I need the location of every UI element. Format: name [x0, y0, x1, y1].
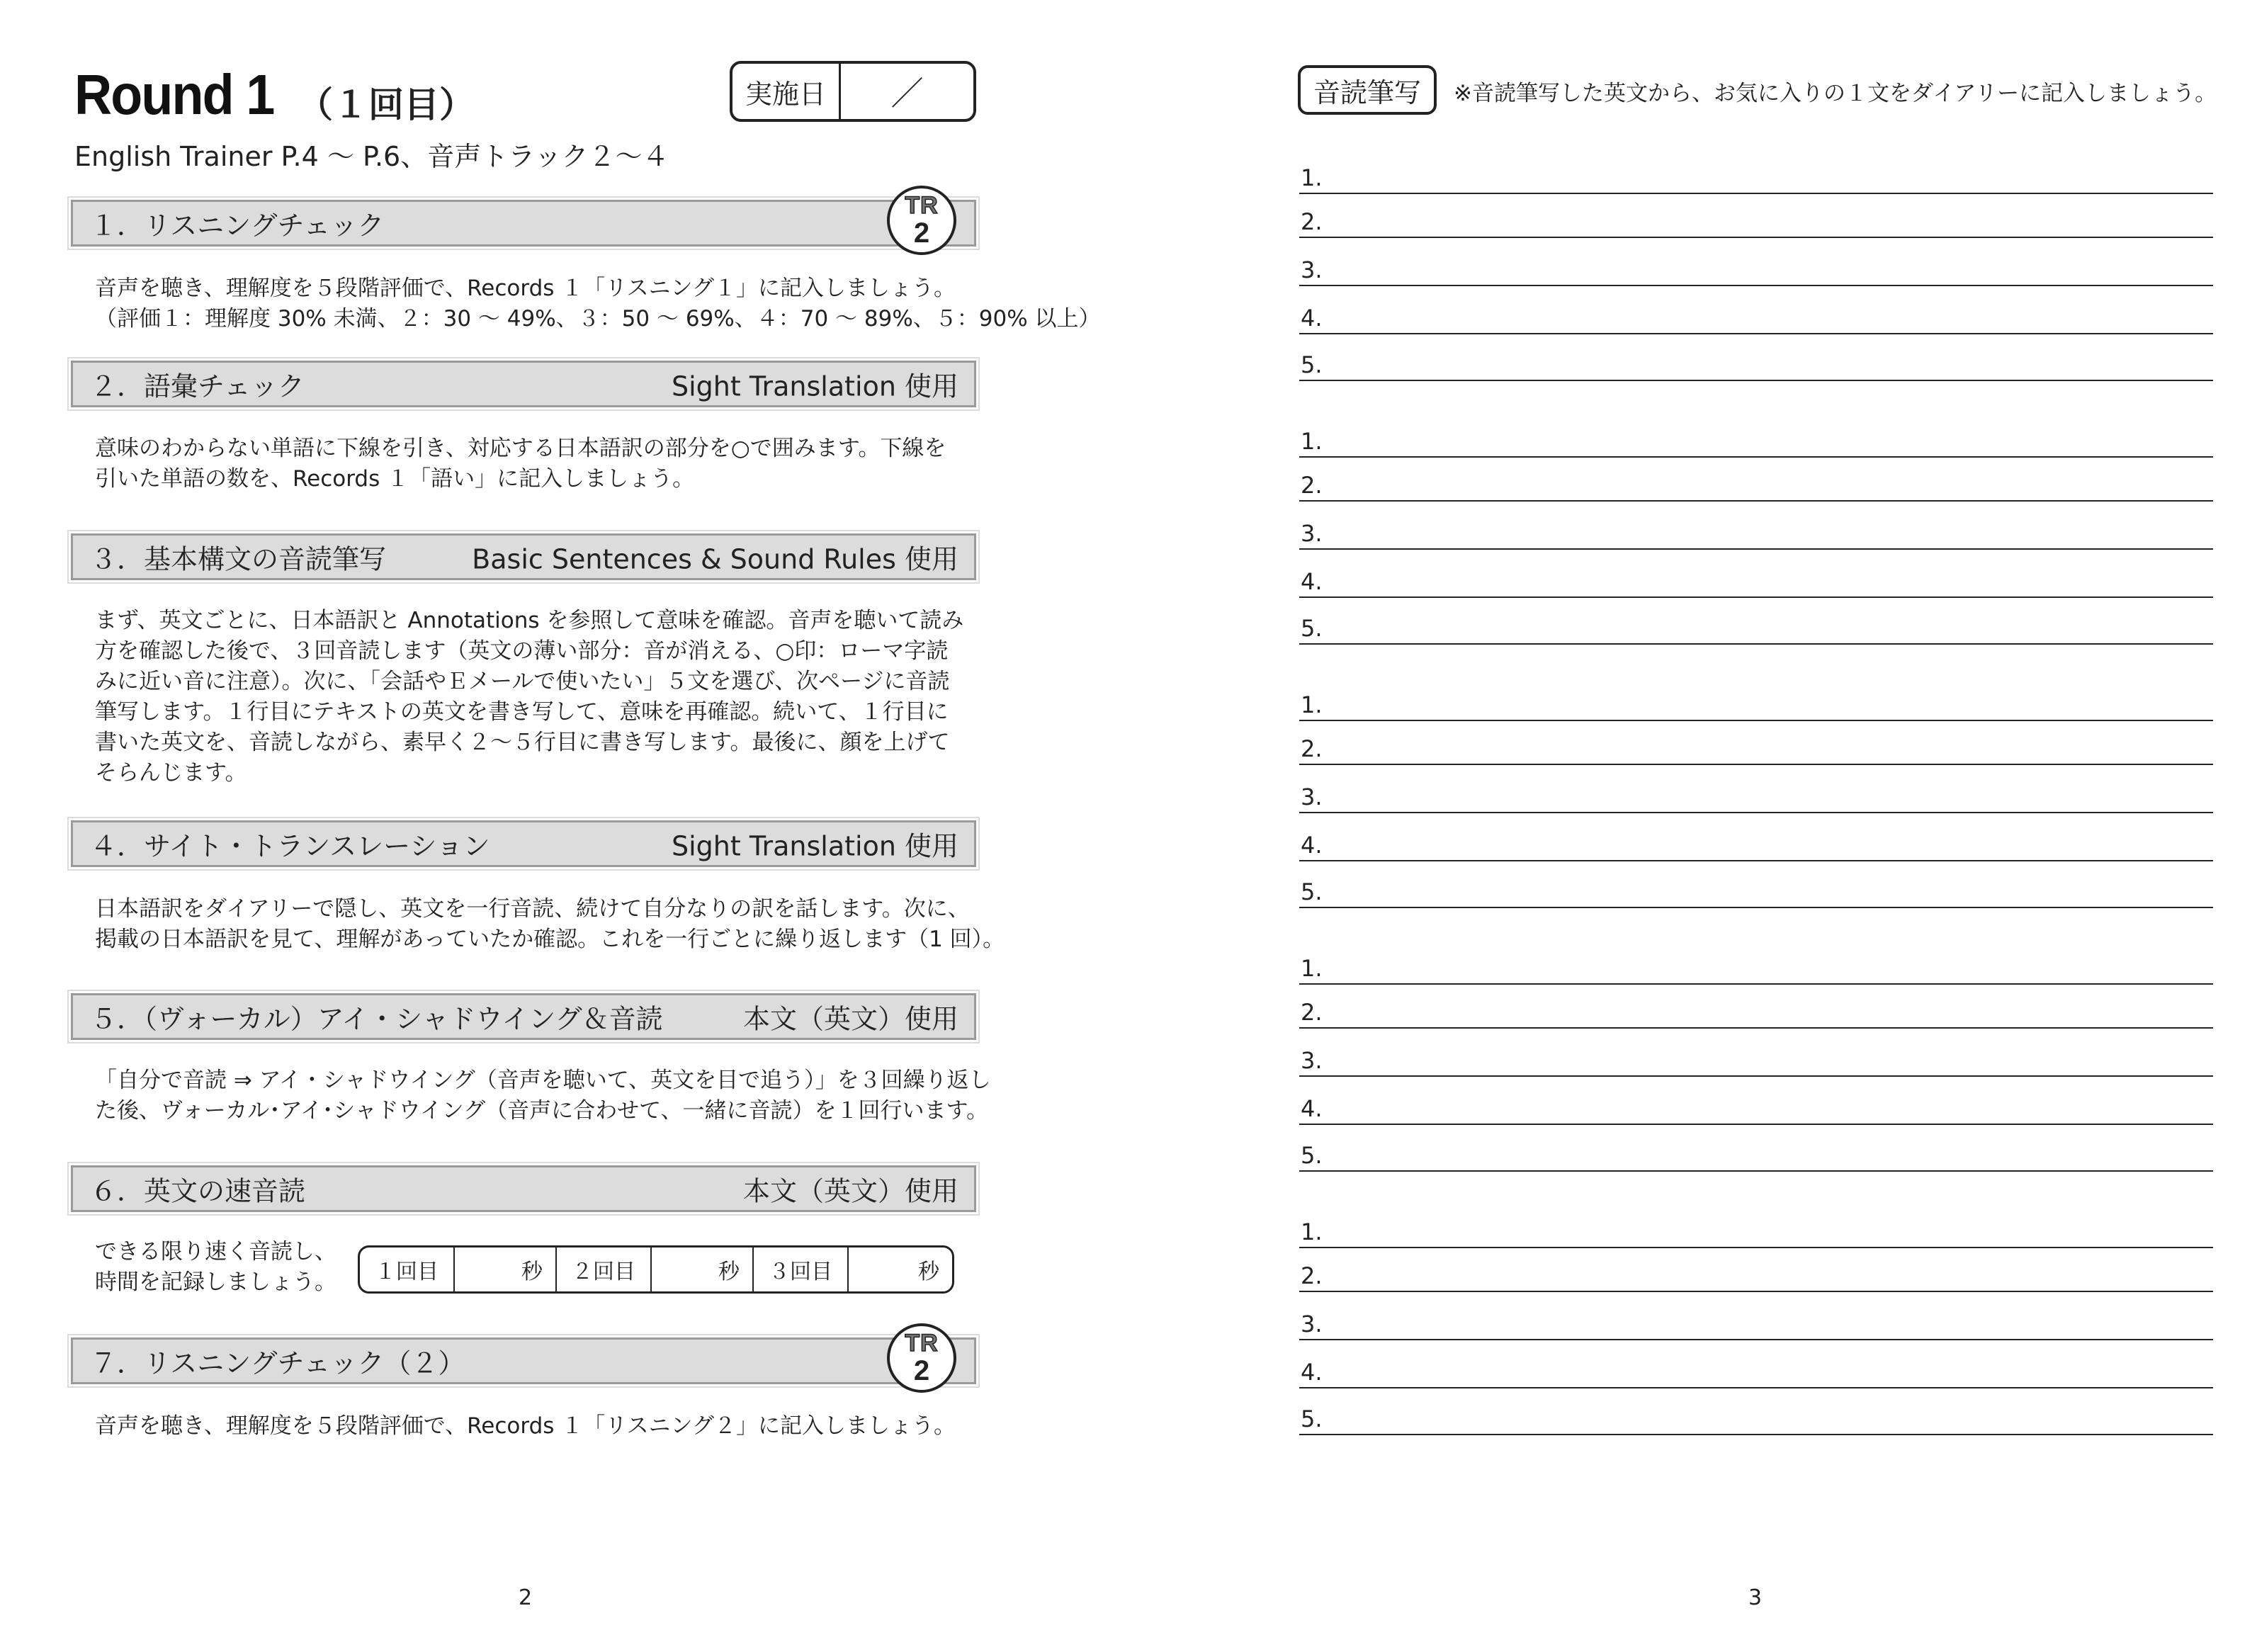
- section-line: 筆写します。１行目にテキストの英文を書き写して、意味を再確認。続いて、１行目に: [95, 699, 949, 725]
- writing-line[interactable]: [1299, 993, 2213, 1029]
- ondoku-note: ※音読筆写した英文から、お気に入りの１文をダイアリーに記入しましょう。: [1454, 81, 2217, 106]
- writing-line[interactable]: [1299, 686, 2213, 721]
- timer-seconds-3[interactable]: 秒: [918, 1260, 939, 1284]
- section-1-title: １．リスニングチェック: [90, 210, 385, 242]
- writing-line[interactable]: [1299, 562, 2213, 598]
- writing-line-number: 5.: [1301, 1142, 1323, 1169]
- writing-line-number: 4.: [1301, 568, 1323, 595]
- section-line: できる限り速く音読し、: [95, 1239, 336, 1265]
- writing-line-number: 2.: [1301, 999, 1323, 1026]
- writing-line[interactable]: [1299, 1353, 2213, 1388]
- section-line: 意味のわからない単語に下線を引き、対応する日本語訳の部分を○で囲みます。下線を: [95, 436, 946, 461]
- section-line: 方を確認した後で、３回音読します（英文の薄い部分：音が消える、○印：ローマ字読: [95, 638, 949, 664]
- writing-line-number: 1.: [1301, 164, 1323, 191]
- page-title: Round 1: [74, 63, 274, 126]
- section-3-material: Basic Sentences & Sound Rules 使用: [472, 543, 958, 575]
- writing-line[interactable]: [1299, 1400, 2213, 1435]
- writing-line-number: 4.: [1301, 1359, 1323, 1386]
- section-7-body: [95, 1411, 966, 1442]
- track-badge-icon: [887, 1323, 956, 1393]
- writing-line[interactable]: [1299, 873, 2213, 908]
- track-badge-number: 2: [913, 217, 930, 249]
- section-1-body: [95, 273, 1101, 334]
- speed-reading-timer: [358, 1245, 954, 1294]
- section-5-body: [95, 1065, 991, 1126]
- section-line: 音声を聴き、理解度を５段階評価で、Records １「リスニング１」に記入しましょう。: [95, 276, 956, 301]
- writing-line[interactable]: [1299, 1136, 2213, 1172]
- section-7-header: [71, 1337, 976, 1384]
- writing-line[interactable]: [1299, 299, 2213, 334]
- date-label: 実施日: [732, 64, 841, 119]
- writing-line[interactable]: [1299, 251, 2213, 286]
- writing-line-number: 3.: [1301, 1311, 1323, 1337]
- section-1-header: [71, 200, 976, 247]
- date-input[interactable]: ／: [890, 74, 924, 113]
- writing-line-number: 5.: [1301, 1405, 1323, 1432]
- writing-line[interactable]: [1299, 609, 2213, 645]
- section-4-header: [71, 820, 976, 867]
- timer-seconds-1[interactable]: 秒: [455, 1248, 557, 1291]
- section-4-material: Sight Translation 使用: [672, 830, 958, 862]
- writing-line-number: 3.: [1301, 783, 1323, 810]
- section-4-body: [95, 894, 1005, 955]
- section-line: 時間を記録しましょう。: [95, 1269, 336, 1295]
- track-badge-label: TR: [905, 192, 939, 219]
- writing-line-number: 4.: [1301, 1095, 1323, 1122]
- writing-line[interactable]: [1299, 466, 2213, 502]
- section-4-title: ４．サイト・トランスレーション: [90, 830, 490, 862]
- writing-line[interactable]: [1299, 1305, 2213, 1340]
- section-5-material: 本文（英文）使用: [742, 1003, 958, 1035]
- writing-line-number: 1.: [1301, 955, 1323, 982]
- writing-line[interactable]: [1299, 422, 2213, 458]
- writing-line-number: 2.: [1301, 735, 1323, 762]
- section-line: 「自分で音読 ⇒ アイ・シャドウイング（音声を聴いて、英文を目で追う）」を３回繰り返し: [95, 1068, 991, 1093]
- writing-line[interactable]: [1299, 730, 2213, 765]
- writing-line-number: 5.: [1301, 878, 1323, 905]
- section-2-header: [71, 361, 976, 407]
- writing-line[interactable]: [1299, 203, 2213, 238]
- writing-line[interactable]: [1299, 346, 2213, 381]
- writing-line[interactable]: [1299, 1213, 2213, 1248]
- section-6-title: ６．英文の速音読: [90, 1175, 306, 1207]
- section-line: 日本語訳をダイアリーで隠し、英文を一行音読、続けて自分なりの訳を話します。次に、: [95, 896, 970, 922]
- section-2-material: Sight Translation 使用: [672, 370, 958, 402]
- section-line: 書いた英文を、音読しながら、素早く２～５行目に書き写します。最後に、顔を上げて: [95, 730, 950, 755]
- section-line: （評価１：理解度 30% 未満、２：30 ～ 49%、３：50 ～ 69%、４：70 ～ 89%、５：90% 以上）: [95, 306, 1101, 332]
- writing-line[interactable]: [1299, 514, 2213, 550]
- section-line: そらんじます。: [95, 760, 247, 786]
- section-line: 掲載の日本語訳を見て、理解があっていたか確認。これを一行ごとに繰り返します（1 回）。: [95, 927, 1005, 952]
- track-badge-label: TR: [905, 1330, 939, 1357]
- writing-line[interactable]: [1299, 1090, 2213, 1125]
- writing-line-number: 3.: [1301, 256, 1323, 283]
- writing-line-number: 1.: [1301, 428, 1323, 455]
- section-3-header: [71, 533, 976, 580]
- writing-line[interactable]: [1299, 778, 2213, 813]
- writing-line-number: 4.: [1301, 832, 1323, 859]
- date-box[interactable]: [730, 61, 976, 122]
- section-2-title: ２．語彙チェック: [90, 370, 305, 402]
- writing-line-number: 3.: [1301, 1047, 1323, 1074]
- writing-line-number: 2.: [1301, 1262, 1323, 1289]
- section-7-title: ７．リスニングチェック（２）: [90, 1347, 465, 1379]
- section-2-body: [95, 434, 966, 494]
- section-line: た後、ヴォーカル･アイ･シャドウイング（音声に合わせて、一緒に音読）を１回行います。: [95, 1098, 989, 1124]
- writing-line[interactable]: [1299, 1041, 2213, 1077]
- writing-line[interactable]: [1299, 826, 2213, 861]
- writing-line-number: 5.: [1301, 351, 1323, 378]
- track-badge-number: 2: [913, 1355, 930, 1386]
- page-number-right: 3: [1748, 1585, 1763, 1610]
- section-5-header: [71, 993, 976, 1040]
- writing-line[interactable]: [1299, 1257, 2213, 1292]
- section-3-title: ３．基本構文の音読筆写: [90, 543, 387, 575]
- writing-line-number: 1.: [1301, 1218, 1323, 1245]
- section-6-body: [95, 1237, 350, 1298]
- writing-line-number: 1.: [1301, 691, 1323, 718]
- writing-line-number: 3.: [1301, 520, 1323, 547]
- writing-line-number: 5.: [1301, 615, 1323, 642]
- section-line: まず、英文ごとに、日本語訳と Annotations を参照して意味を確認。音声を聴いて読み: [95, 608, 964, 633]
- writing-line-number: 2.: [1301, 208, 1323, 235]
- timer-seconds-2[interactable]: 秒: [652, 1248, 754, 1291]
- page-title-sub: （１回目）: [298, 84, 475, 125]
- section-line: 引いた単語の数を、Records １「語い」に記入しましょう。: [95, 466, 695, 492]
- section-3-body: [95, 606, 966, 788]
- page-subtitle: English Trainer P.4 ～ P.6、音声トラック２～４: [74, 141, 669, 172]
- track-badge-icon: [887, 186, 956, 255]
- writing-line[interactable]: [1299, 159, 2213, 194]
- page-number-left: 2: [519, 1585, 533, 1610]
- ondoku-label: 音読筆写: [1298, 65, 1437, 115]
- timer-label-2: ２回目: [557, 1248, 652, 1291]
- section-line: みに近い音に注意）。次に、「会話やＥメールで使いたい」５文を選び、次ページに音読: [95, 669, 950, 694]
- writing-line[interactable]: [1299, 949, 2213, 985]
- section-6-header: [71, 1165, 976, 1212]
- section-line: 音声を聴き、理解度を５段階評価で、Records １「リスニング２」に記入しましょう。: [95, 1413, 956, 1439]
- writing-line-number: 2.: [1301, 472, 1323, 499]
- writing-line-number: 4.: [1301, 305, 1323, 332]
- section-6-material: 本文（英文）使用: [742, 1175, 958, 1207]
- section-5-title: ５．（ヴォーカル）アイ・シャドウイング＆音読: [90, 1003, 663, 1035]
- timer-label-1: １回目: [360, 1248, 455, 1291]
- timer-label-3: ３回目: [754, 1248, 849, 1291]
